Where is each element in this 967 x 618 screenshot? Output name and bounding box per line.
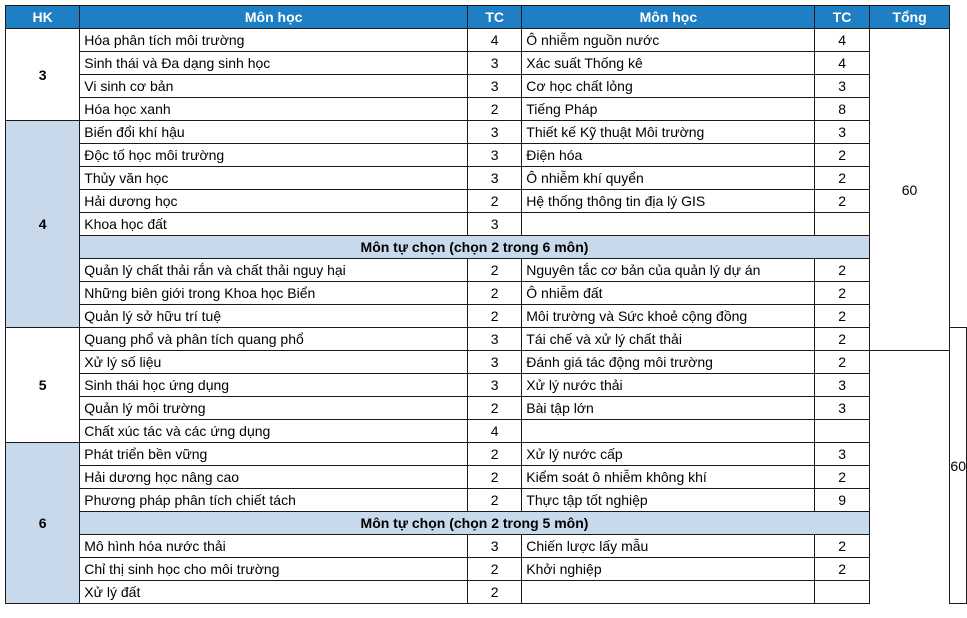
elective-row	[6, 512, 967, 535]
table-row	[6, 420, 967, 443]
credits-right: 3	[815, 443, 869, 466]
semester-label: 4	[6, 121, 80, 328]
subject-left: Khoa học đất	[80, 213, 468, 236]
semester-label: 5	[6, 328, 80, 443]
subject-left: Phát triển bền vững	[80, 443, 468, 466]
table-row	[6, 397, 967, 420]
subject-left: Hóa học xanh	[80, 98, 468, 121]
subject-right: Khởi nghiệp	[522, 558, 815, 581]
credits-right: 3	[815, 397, 869, 420]
credits-right	[815, 420, 869, 443]
table-row	[6, 351, 967, 374]
elective-row	[6, 236, 967, 259]
subject-right: Cơ học chất lỏng	[522, 75, 815, 98]
table-row	[6, 167, 967, 190]
header-row	[6, 6, 967, 29]
credits-right: 2	[815, 282, 869, 305]
table-row	[6, 75, 967, 98]
credits-left: 4	[468, 420, 522, 443]
table-row	[6, 558, 967, 581]
table-row	[6, 489, 967, 512]
subject-right: Bài tập lớn	[522, 397, 815, 420]
credits-left: 3	[468, 328, 522, 351]
credits-left: 3	[468, 167, 522, 190]
subject-left: Quản lý môi trường	[80, 397, 468, 420]
credits-right	[815, 213, 869, 236]
credits-right: 2	[815, 259, 869, 282]
credits-left: 2	[468, 98, 522, 121]
credits-left: 2	[468, 489, 522, 512]
credits-left: 2	[468, 443, 522, 466]
subject-left: Xử lý đất	[80, 581, 468, 604]
header-hk: HK	[6, 6, 80, 29]
table-row	[6, 52, 967, 75]
table-row	[6, 581, 967, 604]
credits-right: 3	[815, 121, 869, 144]
subject-right: Kiểm soát ô nhiễm không khí	[522, 466, 815, 489]
subject-left: Mô hình hóa nước thải	[80, 535, 468, 558]
table-row	[6, 213, 967, 236]
credits-left: 3	[468, 144, 522, 167]
credits-left: 3	[468, 213, 522, 236]
subject-right: Ô nhiễm nguồn nước	[522, 29, 815, 52]
table-row	[6, 144, 967, 167]
subject-right: Ô nhiễm khí quyển	[522, 167, 815, 190]
credits-right: 4	[815, 52, 869, 75]
subject-right: Tái chế và xử lý chất thải	[522, 328, 815, 351]
subject-left: Quang phổ và phân tích quang phổ	[80, 328, 468, 351]
credits-right: 2	[815, 535, 869, 558]
subject-left: Chỉ thị sinh học cho môi trường	[80, 558, 468, 581]
subject-right: Thực tập tốt nghiệp	[522, 489, 815, 512]
credits-left: 2	[468, 190, 522, 213]
subject-left: Biến đổi khí hậu	[80, 121, 468, 144]
credits-left: 2	[468, 466, 522, 489]
credits-right: 4	[815, 29, 869, 52]
subject-left: Hải dương học nâng cao	[80, 466, 468, 489]
subject-right: Nguyên tắc cơ bản của quản lý dự án	[522, 259, 815, 282]
credits-left: 3	[468, 121, 522, 144]
subject-right: Đánh giá tác động môi trường	[522, 351, 815, 374]
credits-right: 2	[815, 558, 869, 581]
subject-right: Xác suất Thống kê	[522, 52, 815, 75]
subject-right: Chiến lược lấy mẫu	[522, 535, 815, 558]
table-row	[6, 305, 967, 328]
table-row	[6, 282, 967, 305]
subject-left: Sinh thái và Đa dạng sinh học	[80, 52, 468, 75]
subject-left: Những biên giới trong Khoa học Biển	[80, 282, 468, 305]
subject-left: Vi sinh cơ bản	[80, 75, 468, 98]
subject-left: Phương pháp phân tích chiết tách	[80, 489, 468, 512]
credits-right	[815, 581, 869, 604]
elective-heading: Môn tự chọn (chọn 2 trong 5 môn)	[80, 512, 869, 535]
table-row	[6, 328, 967, 351]
header-subject-left: Môn học	[80, 6, 468, 29]
subject-left: Quản lý sở hữu trí tuệ	[80, 305, 468, 328]
table-row	[6, 374, 967, 397]
subject-right: Xử lý nước cấp	[522, 443, 815, 466]
subject-right	[522, 420, 815, 443]
table-row	[6, 29, 967, 52]
table-row	[6, 98, 967, 121]
table-row	[6, 190, 967, 213]
total-year-2: 60	[950, 328, 967, 604]
credits-right: 2	[815, 351, 869, 374]
credits-right: 2	[815, 328, 869, 351]
credits-left: 4	[468, 29, 522, 52]
credits-right: 2	[815, 305, 869, 328]
subject-left: Độc tố học môi trường	[80, 144, 468, 167]
subject-right	[522, 581, 815, 604]
elective-heading: Môn tự chọn (chọn 2 trong 6 môn)	[80, 236, 869, 259]
credits-left: 2	[468, 282, 522, 305]
subject-left: Xử lý số liệu	[80, 351, 468, 374]
subject-left: Hải dương học	[80, 190, 468, 213]
table-row	[6, 466, 967, 489]
credits-left: 3	[468, 351, 522, 374]
credits-right: 2	[815, 167, 869, 190]
table-row	[6, 535, 967, 558]
credits-right: 3	[815, 75, 869, 98]
table-row	[6, 443, 967, 466]
subject-right: Ô nhiễm đất	[522, 282, 815, 305]
subject-right: Môi trường và Sức khoẻ cộng đồng	[522, 305, 815, 328]
subject-right: Xử lý nước thải	[522, 374, 815, 397]
header-total: Tổng	[869, 6, 950, 29]
subject-right: Hệ thống thông tin địa lý GIS	[522, 190, 815, 213]
subject-left: Hóa phân tích môi trường	[80, 29, 468, 52]
credits-left: 2	[468, 305, 522, 328]
credits-left: 3	[468, 75, 522, 98]
credits-left: 2	[468, 259, 522, 282]
subject-right: Thiết kế Kỹ thuật Môi trường	[522, 121, 815, 144]
subject-right	[522, 213, 815, 236]
subject-left: Chất xúc tác và các ứng dụng	[80, 420, 468, 443]
credits-left: 2	[468, 558, 522, 581]
credits-left: 2	[468, 397, 522, 420]
credits-left: 3	[468, 374, 522, 397]
credits-right: 2	[815, 144, 869, 167]
credits-right: 8	[815, 98, 869, 121]
credits-left: 2	[468, 581, 522, 604]
credits-left: 3	[468, 52, 522, 75]
subject-left: Quản lý chất thải rắn và chất thải nguy hại	[80, 259, 468, 282]
table-row	[6, 121, 967, 144]
credits-right: 2	[815, 190, 869, 213]
credits-right: 3	[815, 374, 869, 397]
total-year-1: 60	[869, 29, 950, 351]
header-tc-left: TC	[468, 6, 522, 29]
subject-left: Thủy văn học	[80, 167, 468, 190]
subject-right: Tiếng Pháp	[522, 98, 815, 121]
header-tc-right: TC	[815, 6, 869, 29]
credits-left: 3	[468, 535, 522, 558]
subject-right: Điện hóa	[522, 144, 815, 167]
table-row	[6, 259, 967, 282]
header-subject-right: Môn học	[522, 6, 815, 29]
semester-label: 3	[6, 29, 80, 121]
subject-left: Sinh thái học ứng dụng	[80, 374, 468, 397]
curriculum-table	[5, 5, 967, 604]
credits-right: 2	[815, 466, 869, 489]
credits-right: 9	[815, 489, 869, 512]
semester-label: 6	[6, 443, 80, 604]
